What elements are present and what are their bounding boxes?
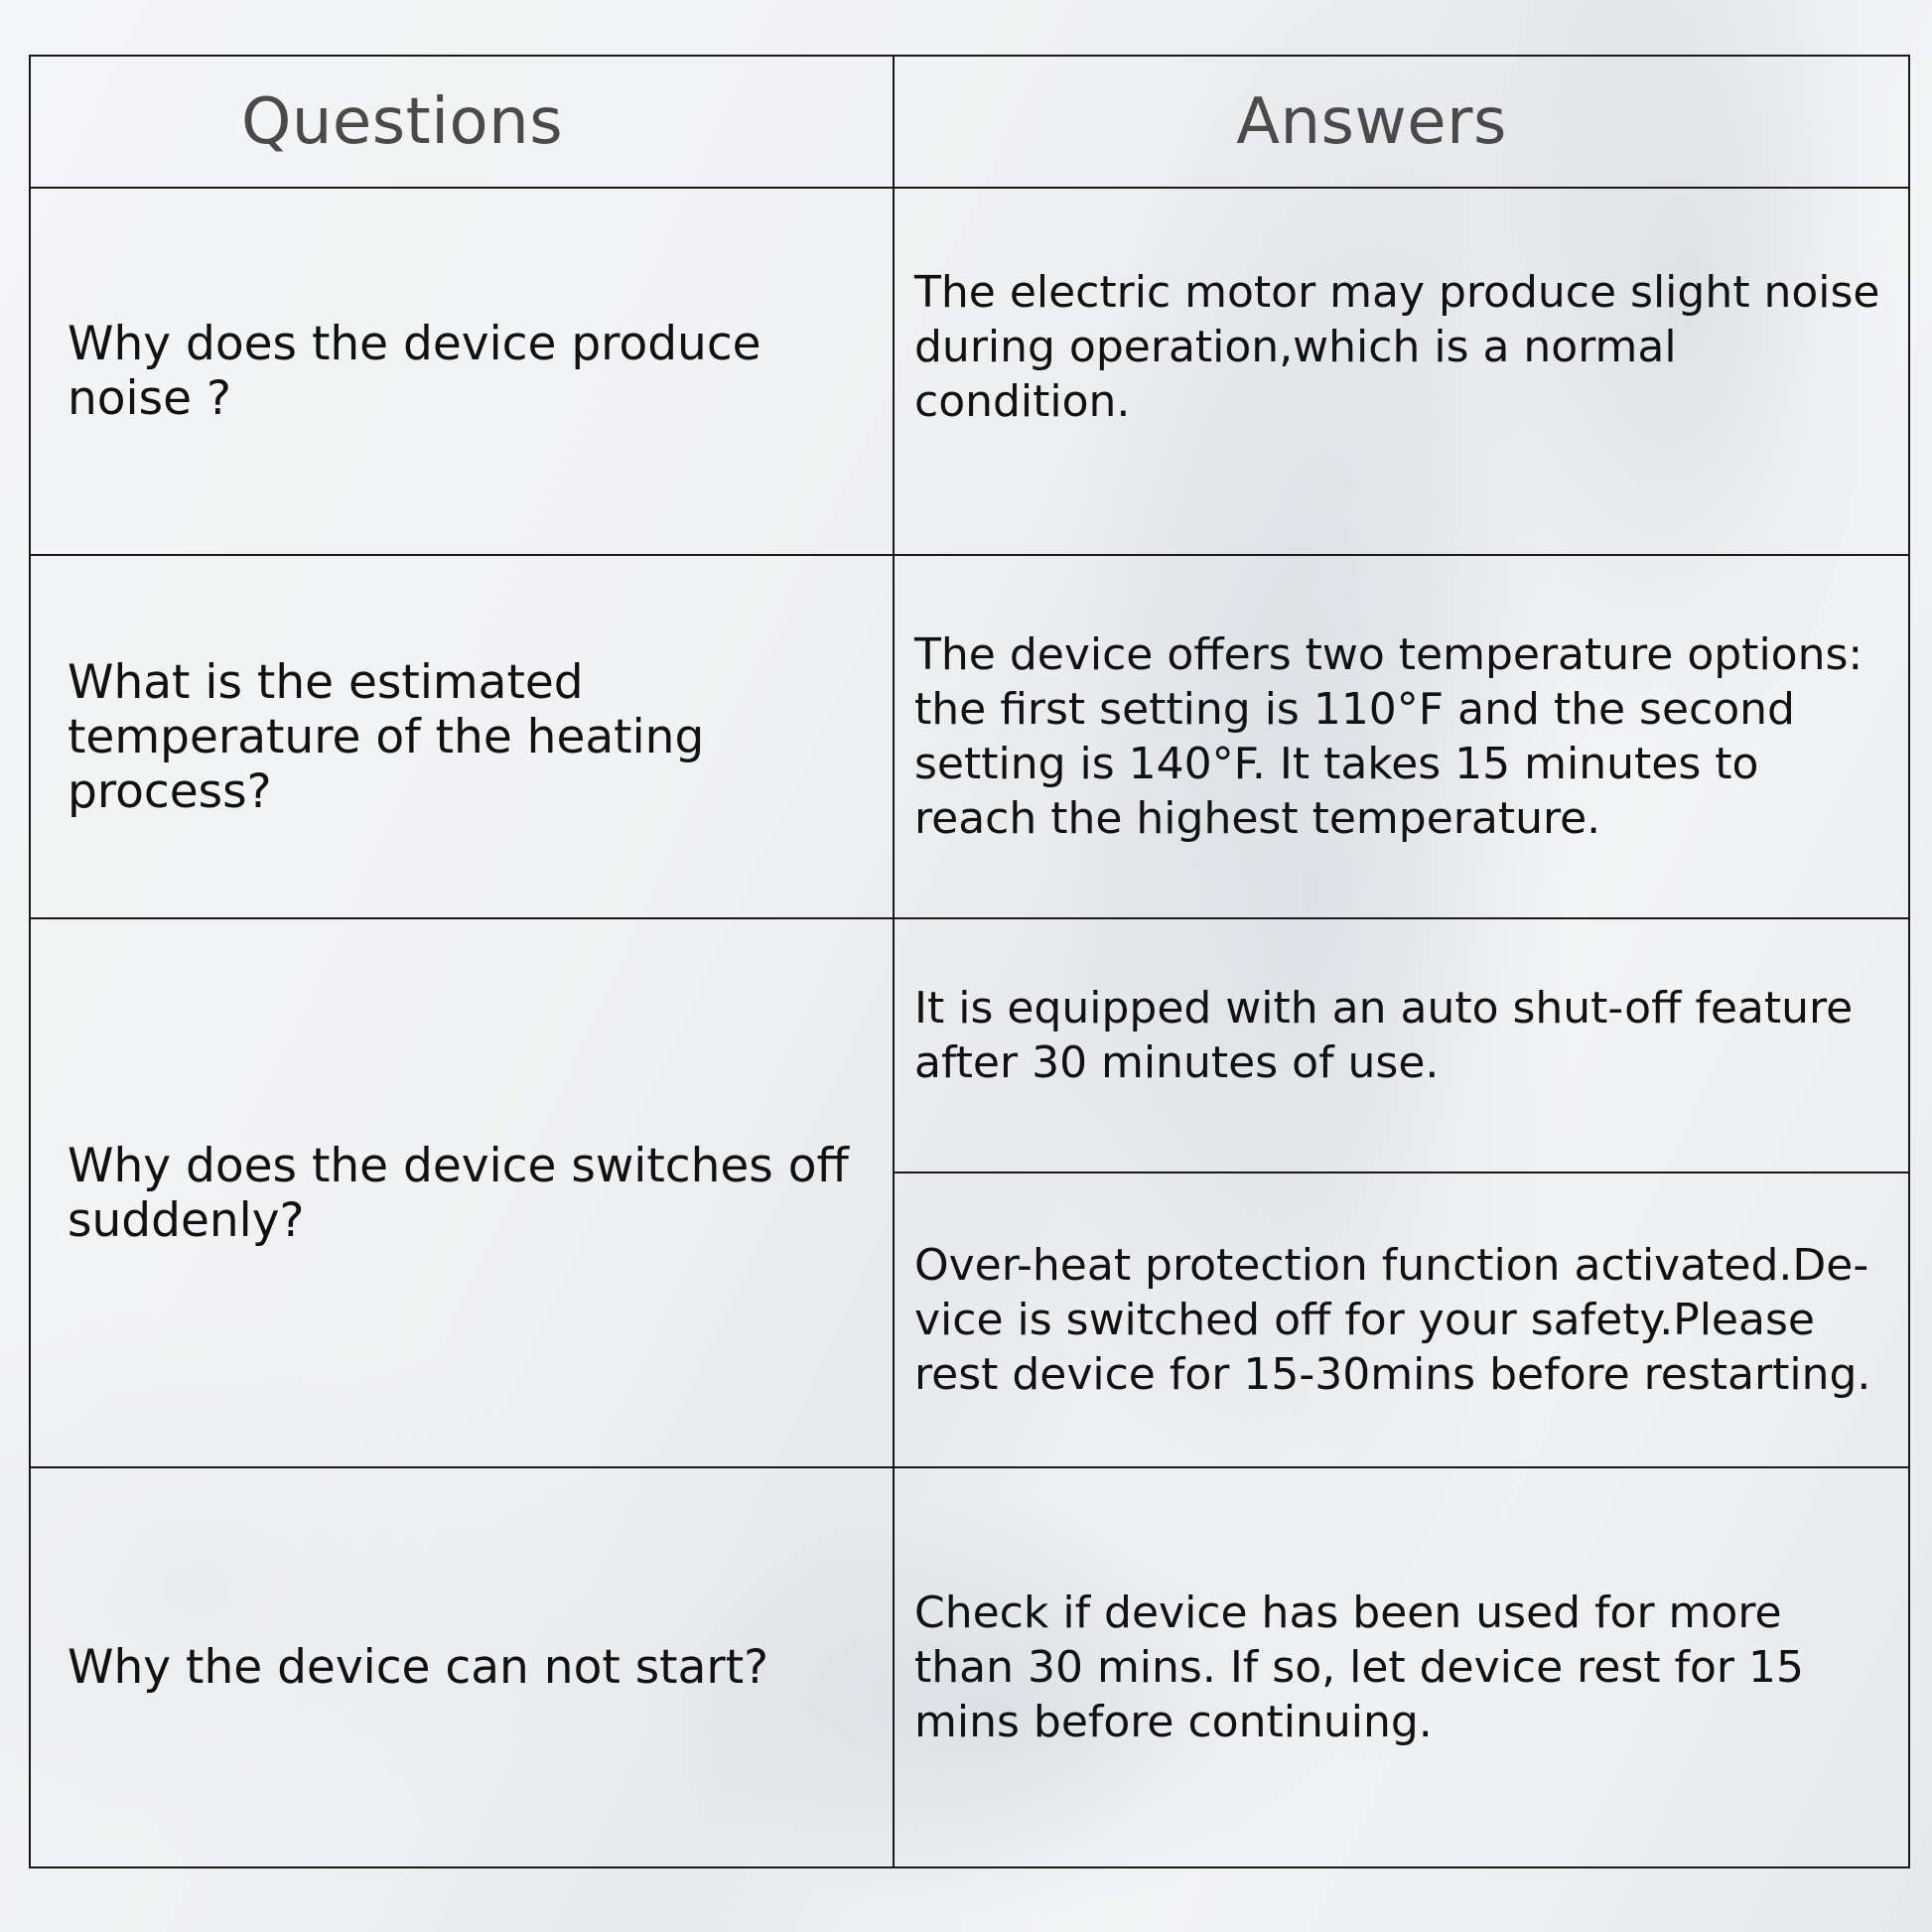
table-header-row <box>30 56 1909 188</box>
question-cell: What is the estimated temperature of the heating process? <box>30 555 894 918</box>
table-row <box>30 188 1909 555</box>
question-cell: Why does the device switches off suddenly? <box>30 918 894 1466</box>
answer-cell: Check if device has been used for more than 30 mins. If so, let device rest for 15 mins before continuing. <box>894 1467 1909 1867</box>
table-row <box>30 555 1909 918</box>
answer-cell: Over-heat protection function activated.De-vice is switched off for your safety.Please rest device for 15-30mins before restarting. <box>894 1173 1909 1467</box>
answer-cell: The device offers two temperature options: the first setting is 110°F and the second setting is 140°F. It takes 15 minutes to reach the highest temperature. <box>894 555 1909 918</box>
table-row <box>30 1467 1909 1867</box>
faq-table <box>29 55 1910 1868</box>
answer-cell: The electric motor may produce slight noise during operation,which is a normal condition. <box>894 188 1909 555</box>
question-cell: Why does the device produce noise ? <box>30 188 894 555</box>
answer-cell: It is equipped with an auto shut-off feature after 30 minutes of use. <box>894 918 1909 1172</box>
table-row <box>30 918 1909 1172</box>
answers-header: Answers <box>894 56 1909 188</box>
question-cell: Why the device can not start? <box>30 1467 894 1867</box>
questions-header: Questions <box>30 56 894 188</box>
